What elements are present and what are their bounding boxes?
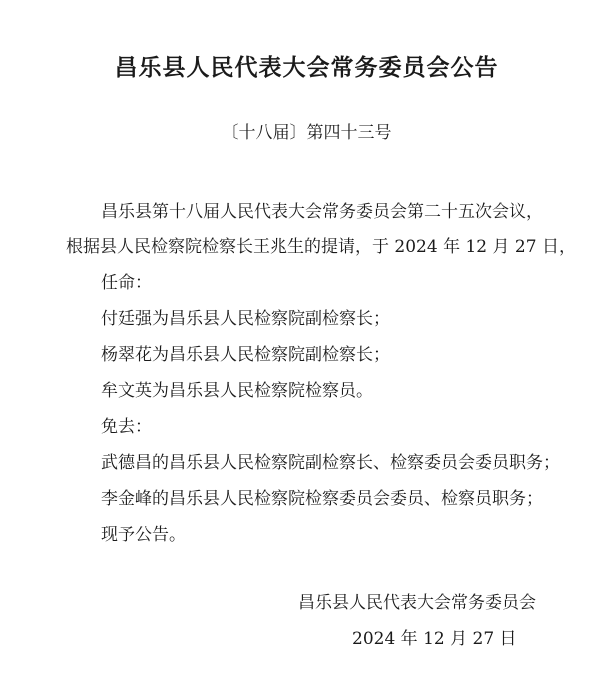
intro-line-1: 昌乐县第十八届人民代表大会常务委员会第二十五次会议， bbox=[101, 202, 543, 222]
signature-date: 2024 年 12 月 27 日 bbox=[352, 629, 517, 649]
document-title: 昌乐县人民代表大会常务委员会公告 bbox=[114, 55, 499, 81]
appointment-item: 杨翠花为昌乐县人民检察院副检察长； bbox=[101, 345, 390, 365]
document-number: 〔十八届〕第四十三号 bbox=[221, 123, 392, 143]
appointment-item: 付廷强为昌乐县人民检察院副检察长； bbox=[101, 309, 390, 329]
intro-line-2: 根据县人民检察院检察长王兆生的提请，于 2024 年 12 月 27 日， bbox=[66, 237, 576, 257]
dismissal-item: 李金峰的昌乐县人民检察院检察委员会委员、检察员职务； bbox=[101, 489, 543, 509]
signature-issuer: 昌乐县人民代表大会常务委员会 bbox=[298, 593, 536, 613]
closing-statement: 现予公告。 bbox=[101, 525, 186, 545]
appoint-heading: 任命： bbox=[101, 273, 152, 293]
dismiss-heading: 免去： bbox=[101, 417, 152, 437]
appointment-item: 牟文英为昌乐县人民检察院检察员。 bbox=[101, 381, 373, 401]
dismissal-item: 武德昌的昌乐县人民检察院副检察长、检察委员会委员职务； bbox=[101, 453, 560, 473]
